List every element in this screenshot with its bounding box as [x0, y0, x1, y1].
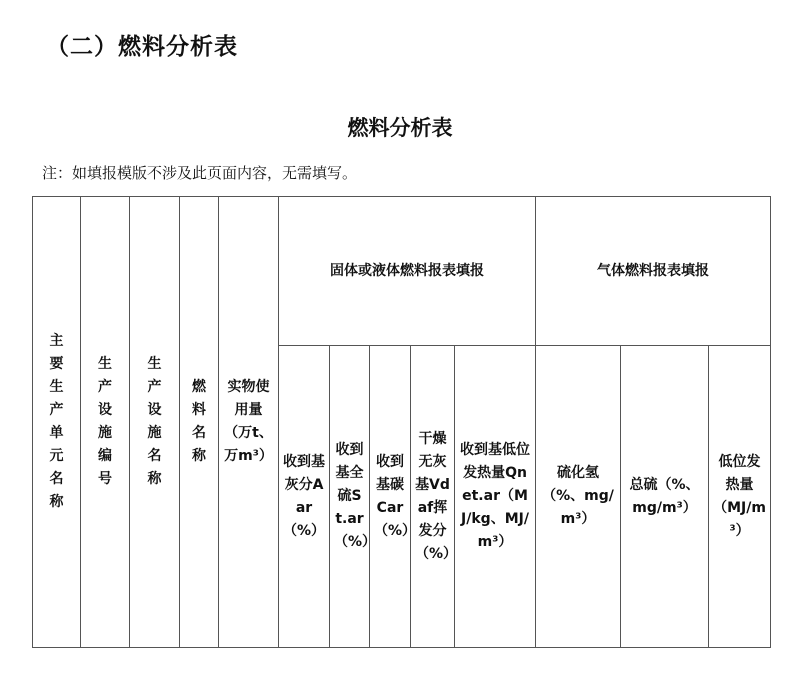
header-aar: 收到基灰分Aar（%） [279, 346, 330, 648]
header-total-sulfur: 总硫（%、mg/m³） [621, 346, 709, 648]
section-heading: （二）燃料分析表 [46, 33, 238, 60]
header-lhv: 低位发热量（MJ/m³） [709, 346, 771, 648]
header-usage: 实物使用量（万t、万m³） [219, 197, 279, 648]
instruction-note: 注：如填报模版不涉及此页面内容，无需填写。 [42, 164, 358, 182]
header-car: 收到基碳Car（%） [370, 346, 411, 648]
group-header-solid-liquid: 固体或液体燃料报表填报 [279, 197, 536, 346]
header-facility-name: 生产设施名称 [130, 197, 180, 648]
header-h2s: 硫化氢（%、mg/m³） [536, 346, 621, 648]
header-fuel-name: 燃料名称 [180, 197, 219, 648]
header-star: 收到基全硫St.ar（%） [330, 346, 370, 648]
header-unit-name: 主要生产单元名称 [33, 197, 81, 648]
table-title: 燃料分析表 [347, 115, 453, 140]
header-vdaf: 干燥无灰基Vdaf挥发分（%） [411, 346, 455, 648]
header-qnet: 收到基低位发热量Qnet.ar（MJ/kg、MJ/m³） [455, 346, 536, 648]
fuel-analysis-table [32, 196, 771, 648]
group-header-gas: 气体燃料报表填报 [536, 197, 771, 346]
header-facility-code: 生产设施编号 [81, 197, 130, 648]
